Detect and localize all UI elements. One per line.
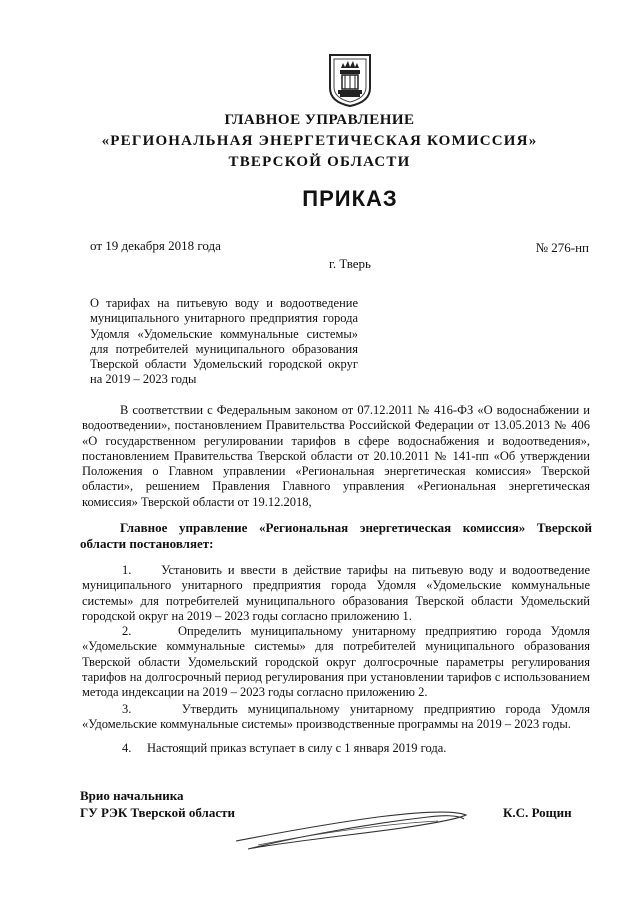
org-name-line1: ГЛАВНОЕ УПРАВЛЕНИЕ (224, 112, 415, 128)
signatory-position-line2: ГУ РЭК Тверской области (80, 805, 235, 820)
document-number: № 276-нп (535, 240, 589, 255)
signatory-position (80, 787, 235, 821)
document-date: от 19 декабря 2018 года (90, 238, 221, 253)
order-item-4: 4. Настоящий приказ вступает в силу с 1 января 2019 года. (122, 741, 447, 755)
handwritten-signature-icon (228, 795, 473, 855)
org-name-line2: «РЕГИОНАЛЬНАЯ ЭНЕРГЕТИЧЕСКАЯ КОМИССИЯ» (101, 133, 538, 149)
signatory-name: К.С. Рощин (503, 805, 572, 820)
preamble-paragraph: В соответствии с Федеральным законом от 07.12.2011 № 416-ФЗ «О водоснабжении и водоотведении», постановлением Правительства Российской Федерации от 13.05.2013 № 406 «О государственном регулировании тарифов в сфере водоснабжения и водоотведения», постановлением Правительства Тверской области от 20.10.2011 № 141-пп «Об утверждении Положения о Главном управлении «Региональная энергетическая комиссия» Тверской области», решением Правления Главного управления «Региональная энергетическая комиссия» Тверской области от 19.12.2018, (82, 403, 590, 509)
document-type-title: ПРИКАЗ (302, 186, 398, 211)
coat-of-arms-icon (327, 52, 373, 108)
signatory-position-line1: Врио начальника (80, 788, 184, 803)
org-name-line3: ТВЕРСКОЙ ОБЛАСТИ (228, 154, 411, 170)
document-subject: О тарифах на питьевую воду и водоотведение муниципального унитарного предприятия города Удомля «Удомельские коммунальные системы» для потребителей муниципального образования Тверской области Удомельский городской округ на 2019 – 2023 годы (90, 296, 358, 387)
order-item-2: 2. Определить муниципальному унитарному предприятию города Удомля «Удомельские коммунальные системы» для потребителей муниципального образования Тверской области Удомельский городской округ долгосрочные параметры регулирования тарифов на долгосрочный период регулирования при установлении тарифов с использованием метода индексации на 2019 – 2023 годы согласно приложению 2. (82, 624, 590, 700)
order-item-3: 3. Утвердить муниципальному унитарному предприятию города Удомля «Удомельские коммунальные системы» производственные программы на 2019 – 2023 годы. (82, 702, 590, 732)
document-city: г. Тверь (329, 256, 371, 271)
order-item-1: 1. Установить и ввести в действие тарифы на питьевую воду и водоотведение муниципального унитарного предприятия города Удомля «Удомельские коммунальные системы» для потребителей муниципального образования Тверской области Удомельский городской округ на 2019 – 2023 годы согласно приложению 1. (82, 563, 590, 623)
resolution-statement: Главное управление «Региональная энергетическая комиссия» Тверской области постановляет: (80, 520, 592, 551)
